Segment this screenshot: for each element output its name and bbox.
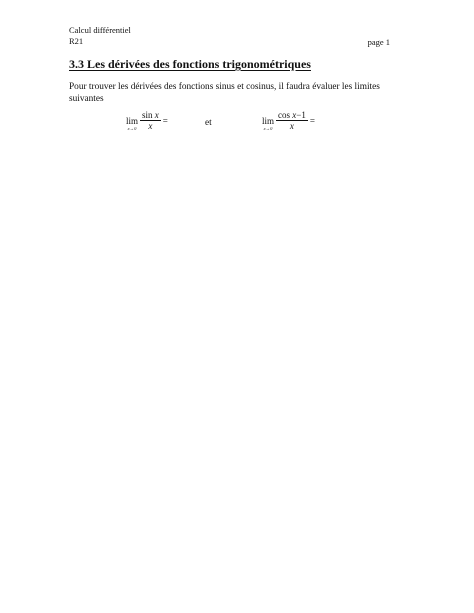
variable: x	[292, 110, 297, 120]
denominator: x	[289, 121, 294, 131]
variable: x	[154, 110, 159, 120]
course-name: Calcul différentiel	[69, 25, 131, 35]
fraction	[276, 110, 308, 131]
lim-subscript: x→0	[263, 125, 273, 131]
document-header	[69, 25, 131, 47]
denominator: x	[148, 121, 153, 131]
fraction	[140, 110, 161, 131]
limit-operator	[126, 111, 138, 131]
lim-word: lim	[262, 115, 275, 126]
numerator-constant: −1	[296, 110, 306, 120]
equals-sign: =	[309, 115, 315, 126]
function-name: sin	[142, 110, 153, 120]
course-code: R21	[69, 36, 84, 46]
equals-sign: =	[162, 115, 168, 126]
numerator	[276, 110, 308, 121]
limit-formula-cos	[262, 110, 315, 131]
lim-subscript: x→0	[127, 125, 137, 131]
lim-word: lim	[126, 115, 139, 126]
intro-paragraph: Pour trouver les dérivées des fonctions sinus et cosinus, il faudra évaluer les limites suivantes	[69, 82, 380, 104]
limit-operator	[262, 111, 274, 131]
function-name: cos	[278, 110, 291, 120]
page-number: page 1	[367, 37, 390, 47]
limit-formula-sin	[126, 110, 168, 131]
numerator	[140, 110, 161, 121]
section-title: 3.3 Les dérivées des fonctions trigonométriques	[69, 57, 311, 71]
connector-word: et	[205, 118, 212, 128]
